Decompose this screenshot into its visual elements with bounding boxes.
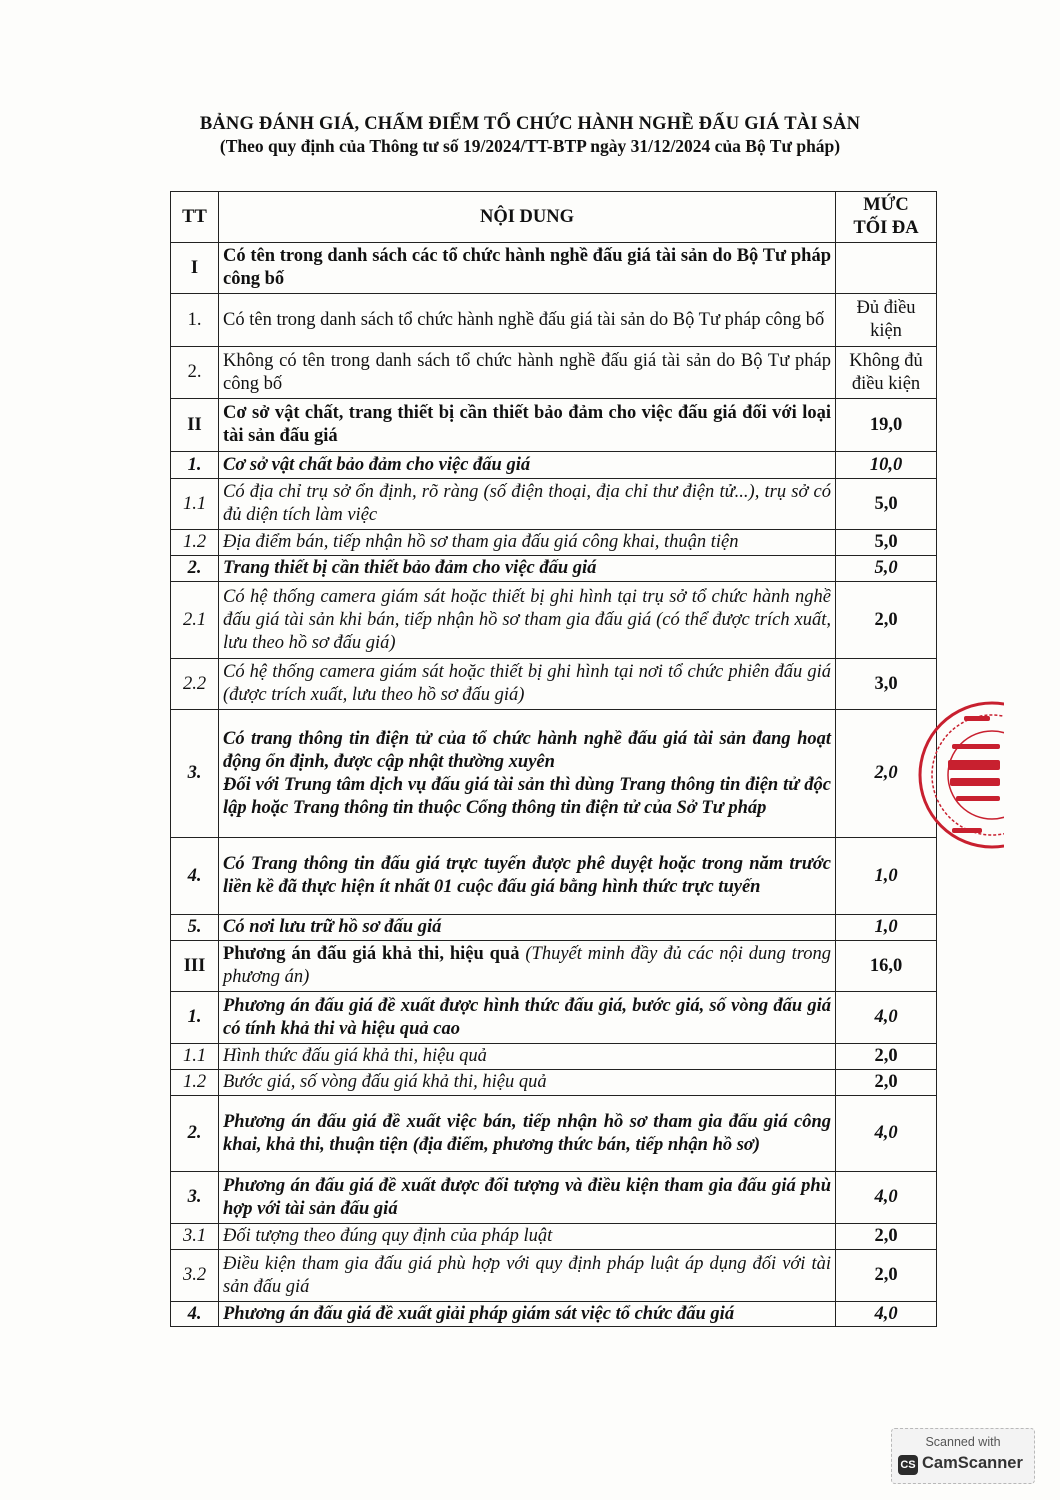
header-max-line1: MỨC: [863, 195, 909, 215]
row-tt: 1.: [171, 452, 219, 479]
row-content: Có hệ thống camera giám sát hoặc thiết bị ghi hình tại nơi tổ chức phiên đấu giá (được trích xuất, lưu theo hồ sơ đấu giá): [219, 659, 836, 710]
row-max: 4,0: [836, 1172, 937, 1224]
row-content: Trang thiết bị cần thiết bảo đảm cho việc đấu giá: [219, 556, 836, 582]
row-content-line2: Đối với Trung tâm dịch vụ đấu giá tài sản thì dùng Trang thông tin điện tử độc lập hoặc Trang thông tin thuộc Cổng thông tin điện tử của Sở Tư pháp: [223, 774, 831, 818]
row-tt: 1.: [171, 992, 219, 1044]
row-max: 2,0: [836, 1250, 937, 1302]
row-tt: I: [171, 243, 219, 294]
row-max: 1,0: [836, 838, 937, 915]
table-row: [171, 1070, 937, 1096]
table-row: [171, 941, 937, 992]
watermark-top-text: Scanned with: [925, 1435, 1001, 1449]
table-row: [171, 243, 937, 294]
row-tt: 1.2: [171, 530, 219, 556]
table-row: [171, 838, 937, 915]
row-tt: 2.: [171, 556, 219, 582]
row-content: Có nơi lưu trữ hồ sơ đấu giá: [219, 915, 836, 941]
row-tt: 1.: [171, 294, 219, 347]
header-content: NỘI DUNG: [219, 192, 836, 243]
row-content: Có Trang thông tin đấu giá trực tuyến được phê duyệt hoặc trong năm trước liền kề đã thực hiện ít nhất 01 cuộc đấu giá bằng hình thức trực tuyến: [219, 838, 836, 915]
row-tt: 2.2: [171, 659, 219, 710]
row-max: 2,0: [836, 710, 937, 838]
table-row: [171, 915, 937, 941]
table-row: [171, 556, 937, 582]
row-tt: 3.: [171, 1172, 219, 1224]
row-max: 4,0: [836, 992, 937, 1044]
row-max: 2,0: [836, 1070, 937, 1096]
scoring-table: [170, 191, 937, 1327]
row-content: Địa điểm bán, tiếp nhận hồ sơ tham gia đấu giá công khai, thuận tiện: [219, 530, 836, 556]
header-max: [836, 192, 937, 243]
row-tt: III: [171, 941, 219, 992]
watermark-brand: CamScanner: [922, 1454, 1023, 1472]
table-row: [171, 347, 937, 399]
row-content: Có hệ thống camera giám sát hoặc thiết bị ghi hình tại trụ sở tổ chức hành nghề đấu giá tài sản khi bán, tiếp nhận hồ sơ tham gia đấu giá (có thể được trích xuất, lưu theo hồ sơ đấu giá): [219, 582, 836, 659]
row-content-bold: Phương án đấu giá khả thi, hiệu quả: [223, 944, 520, 964]
table-row: [171, 399, 937, 452]
row-max: 2,0: [836, 1224, 937, 1250]
row-max: 4,0: [836, 1302, 937, 1327]
row-max: 16,0: [836, 941, 937, 992]
row-tt: 1.2: [171, 1070, 219, 1096]
row-content: Phương án đấu giá đề xuất giải pháp giám sát việc tổ chức đấu giá: [219, 1302, 836, 1327]
row-tt: 4.: [171, 838, 219, 915]
table-row: [171, 530, 937, 556]
row-content: [219, 941, 836, 992]
table-row: [171, 452, 937, 479]
row-max: [836, 243, 937, 294]
table-row: [171, 1224, 937, 1250]
row-content: Có tên trong danh sách tổ chức hành nghề đấu giá tài sản do Bộ Tư pháp công bố: [219, 294, 836, 347]
camscanner-watermark: [891, 1428, 1035, 1484]
table-row: [171, 479, 937, 530]
row-content: [219, 710, 836, 838]
row-content: Đối tượng theo đúng quy định của pháp luật: [219, 1224, 836, 1250]
row-max: 5,0: [836, 556, 937, 582]
table-row: [171, 710, 937, 838]
row-max: 5,0: [836, 479, 937, 530]
table-row: [171, 659, 937, 710]
row-content-note: (Thuyết minh đầy đủ các nội dung trong phương án): [223, 944, 832, 987]
row-max: 1,0: [836, 915, 937, 941]
row-tt: 2.1: [171, 582, 219, 659]
row-tt: 3.: [171, 710, 219, 838]
row-max: Không đủ điều kiện: [836, 347, 937, 399]
table-row: [171, 1044, 937, 1070]
header-max-line2: TỐI ĐA: [853, 218, 919, 238]
table-row: [171, 1250, 937, 1302]
table-header-row: [171, 192, 937, 243]
row-tt: II: [171, 399, 219, 452]
seal-stamp-icon: [912, 700, 1004, 850]
document-title: BẢNG ĐÁNH GIÁ, CHẤM ĐIỂM TỔ CHỨC HÀNH NGHỀ ĐẤU GIÁ TÀI SẢN: [199, 114, 861, 134]
row-content: Phương án đấu giá đề xuất được hình thức đấu giá, bước giá, số vòng đấu giá có tính khả thi và hiệu quả cao: [219, 992, 836, 1044]
row-content: Phương án đấu giá đề xuất được đối tượng và điều kiện tham gia đấu giá phù hợp với tài sản đấu giá: [219, 1172, 836, 1224]
official-seal: [912, 700, 1004, 850]
row-content: Điều kiện tham gia đấu giá phù hợp với quy định pháp luật áp dụng đối với tài sản đấu giá: [219, 1250, 836, 1302]
row-content: Có địa chỉ trụ sở ổn định, rõ ràng (số điện thoại, địa chỉ thư điện tử...), trụ sở có đủ diện tích làm việc: [219, 479, 836, 530]
row-max: 5,0: [836, 530, 937, 556]
header-tt: TT: [171, 192, 219, 243]
camscanner-logo-icon: CS: [898, 1455, 918, 1475]
seal-rings: [920, 703, 1004, 847]
row-max: 19,0: [836, 399, 937, 452]
row-max: Đủ điều kiện: [836, 294, 937, 347]
table-row: [171, 1302, 937, 1327]
row-max: 2,0: [836, 1044, 937, 1070]
row-content: Phương án đấu giá đề xuất việc bán, tiếp nhận hồ sơ tham gia đấu giá công khai, khả thi, thuận tiện (địa điểm, phương thức bán, tiếp nhận hồ sơ): [219, 1096, 836, 1172]
document-subtitle: (Theo quy định của Thông tư số 19/2024/TT-BTP ngày 31/12/2024 của Bộ Tư pháp): [219, 136, 841, 156]
row-tt: 1.1: [171, 479, 219, 530]
row-tt: 3.2: [171, 1250, 219, 1302]
table-row: [171, 294, 937, 347]
row-content: Cơ sở vật chất, trang thiết bị cần thiết bảo đảm cho việc đấu giá đối với loại tài sản đấu giá: [219, 399, 836, 452]
row-max: 10,0: [836, 452, 937, 479]
table-row: [171, 1172, 937, 1224]
row-tt: 2.: [171, 1096, 219, 1172]
row-max: 3,0: [836, 659, 937, 710]
row-content-line1: Có trang thông tin điện tử của tổ chức hành nghề đấu giá tài sản đang hoạt động ổn định, được cập nhật thường xuyên: [223, 728, 831, 772]
row-content: Không có tên trong danh sách tổ chức hành nghề đấu giá tài sản do Bộ Tư pháp công bố: [219, 347, 836, 399]
row-max: 4,0: [836, 1096, 937, 1172]
table-row: [171, 1096, 937, 1172]
table-row: [171, 992, 937, 1044]
row-tt: 4.: [171, 1302, 219, 1327]
row-content: Cơ sở vật chất bảo đảm cho việc đấu giá: [219, 452, 836, 479]
row-tt: 3.1: [171, 1224, 219, 1250]
row-max: 2,0: [836, 582, 937, 659]
row-tt: 5.: [171, 915, 219, 941]
row-content: Hình thức đấu giá khả thi, hiệu quả: [219, 1044, 836, 1070]
page-header: [0, 113, 1060, 157]
row-tt: 1.1: [171, 1044, 219, 1070]
row-tt: 2.: [171, 347, 219, 399]
row-content: Có tên trong danh sách các tổ chức hành nghề đấu giá tài sản do Bộ Tư pháp công bố: [219, 243, 836, 294]
row-content: Bước giá, số vòng đấu giá khả thi, hiệu quả: [219, 1070, 836, 1096]
table-row: [171, 582, 937, 659]
